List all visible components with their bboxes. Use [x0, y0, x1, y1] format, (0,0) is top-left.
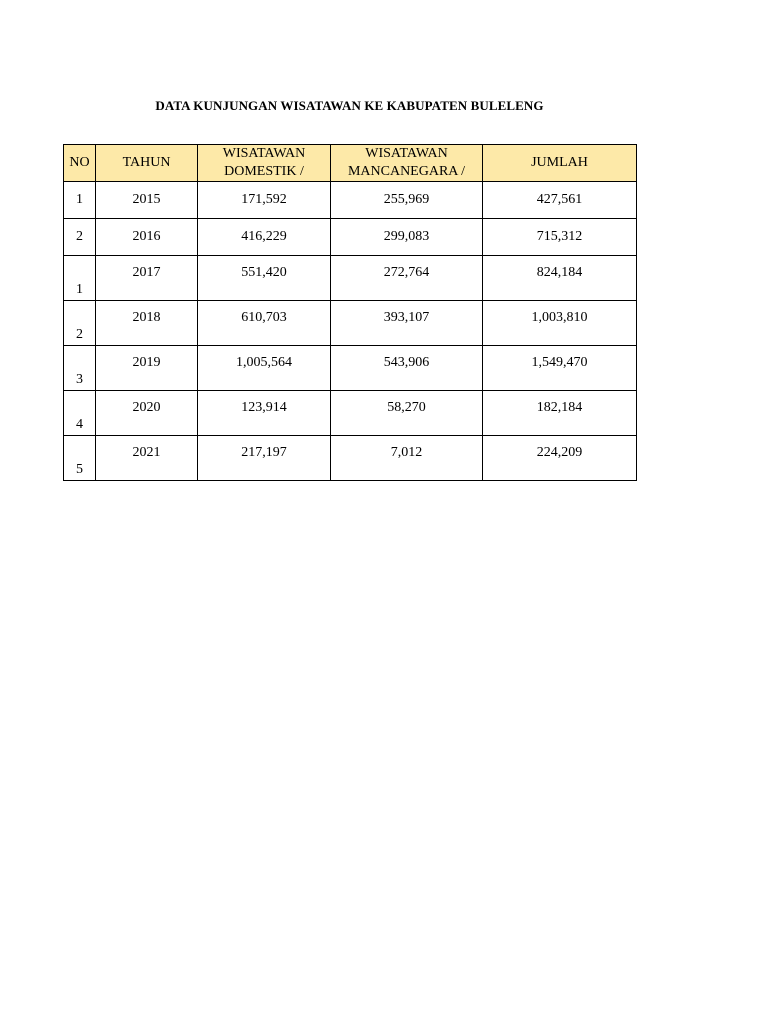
cell-no: 5	[64, 436, 96, 481]
header-jumlah: JUMLAH	[483, 145, 637, 182]
table-body	[64, 182, 637, 481]
document-title: DATA KUNJUNGAN WISATAWAN KE KABUPATEN BULELENG	[155, 98, 544, 113]
cell-domestik: 171,592	[198, 182, 331, 219]
table-row	[64, 182, 637, 219]
cell-tahun: 2017	[96, 256, 198, 301]
table-header-row	[64, 145, 637, 182]
header-tahun: TAHUN	[96, 145, 198, 182]
cell-jumlah: 1,549,470	[483, 346, 637, 391]
table-header	[64, 145, 637, 182]
cell-domestik: 123,914	[198, 391, 331, 436]
cell-no: 2	[64, 301, 96, 346]
cell-tahun: 2016	[96, 219, 198, 256]
cell-mancanegara: 543,906	[331, 346, 483, 391]
table-row	[64, 301, 637, 346]
cell-jumlah: 715,312	[483, 219, 637, 256]
table-row	[64, 256, 637, 301]
cell-mancanegara: 299,083	[331, 219, 483, 256]
cell-jumlah: 1,003,810	[483, 301, 637, 346]
cell-no: 1	[64, 182, 96, 219]
cell-no: 1	[64, 256, 96, 301]
cell-tahun: 2021	[96, 436, 198, 481]
cell-jumlah: 182,184	[483, 391, 637, 436]
tourist-visits-table	[63, 144, 637, 481]
header-mancanegara-line1: WISATAWAN	[365, 146, 448, 161]
cell-jumlah: 824,184	[483, 256, 637, 301]
header-mancanegara	[331, 145, 483, 182]
header-no: NO	[64, 145, 96, 182]
cell-mancanegara: 393,107	[331, 301, 483, 346]
cell-mancanegara: 255,969	[331, 182, 483, 219]
cell-jumlah: 224,209	[483, 436, 637, 481]
cell-no: 4	[64, 391, 96, 436]
cell-tahun: 2020	[96, 391, 198, 436]
header-domestik	[198, 145, 331, 182]
table-row	[64, 391, 637, 436]
cell-mancanegara: 7,012	[331, 436, 483, 481]
cell-tahun: 2018	[96, 301, 198, 346]
table-row	[64, 346, 637, 391]
cell-mancanegara: 58,270	[331, 391, 483, 436]
header-mancanegara-line2: MANCANEGARA /	[347, 164, 466, 179]
cell-domestik: 416,229	[198, 219, 331, 256]
header-domestik-line2: DOMESTIK /	[224, 164, 304, 179]
cell-mancanegara: 272,764	[331, 256, 483, 301]
cell-tahun: 2015	[96, 182, 198, 219]
cell-tahun: 2019	[96, 346, 198, 391]
table-row	[64, 436, 637, 481]
cell-jumlah: 427,561	[483, 182, 637, 219]
cell-no: 2	[64, 219, 96, 256]
cell-no: 3	[64, 346, 96, 391]
cell-domestik: 1,005,564	[198, 346, 331, 391]
header-domestik-line1: WISATAWAN	[222, 146, 306, 161]
cell-domestik: 217,197	[198, 436, 331, 481]
cell-domestik: 610,703	[198, 301, 331, 346]
cell-domestik: 551,420	[198, 256, 331, 301]
table-row	[64, 219, 637, 256]
